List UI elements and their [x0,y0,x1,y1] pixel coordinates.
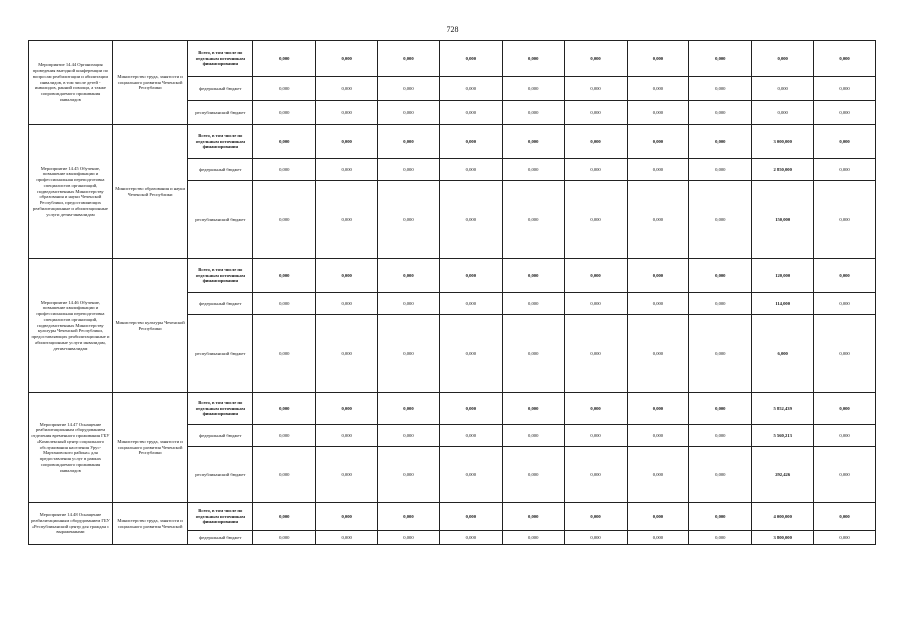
amount-cell: 0,000 [316,315,378,393]
amount-cell: 0,000 [689,447,752,503]
amount-cell: 0,000 [378,41,440,77]
amount-cell: 0,000 [316,503,378,531]
funding-source: федеральный бюджет [188,531,253,545]
measure-executor: Министерство культуры Чеченской Республики [112,259,187,393]
amount-cell: 0,000 [814,77,876,101]
amount-cell: 0,000 [378,259,440,293]
amount-cell: 0,000 [689,425,752,447]
amount-cell: 0,000 [253,101,316,125]
amount-cell: 5 560,213 [752,425,814,447]
amount-cell: 0,000 [253,293,316,315]
amount-cell: 0,000 [439,531,502,545]
amount-cell: 0,000 [627,425,689,447]
amount-cell: 0,000 [316,159,378,181]
amount-cell: 0,000 [502,293,564,315]
amount-cell: 0,000 [627,447,689,503]
amount-cell: 0,000 [752,41,814,77]
amount-cell: 0,000 [316,77,378,101]
amount-cell: 0,000 [502,101,564,125]
amount-cell: 0,000 [814,259,876,293]
amount-cell: 0,000 [439,181,502,259]
amount-cell: 0,000 [502,531,564,545]
table-row [29,125,876,159]
amount-cell: 0,000 [316,125,378,159]
amount-cell: 0,000 [502,77,564,101]
amount-cell: 0,000 [814,531,876,545]
amount-cell: 292,426 [752,447,814,503]
amount-cell: 0,000 [502,181,564,259]
amount-cell: 0,000 [814,41,876,77]
funding-source: республиканский бюджет [188,315,253,393]
measure-title: Мероприятие 14.48 Оснащение реабилитационным оборудованием ГБУ «Республиканский центр для граждан с выраженными [29,503,113,545]
amount-cell: 0,000 [689,77,752,101]
amount-cell: 0,000 [814,293,876,315]
amount-cell: 0,000 [814,425,876,447]
amount-cell: 0,000 [502,125,564,159]
amount-cell: 3 800,000 [752,531,814,545]
funding-source: Всего, в том числе по отдельным источникам финансирования [188,125,253,159]
amount-cell: 0,000 [689,41,752,77]
funding-source: федеральный бюджет [188,293,253,315]
amount-cell: 0,000 [689,293,752,315]
amount-cell: 0,000 [564,293,627,315]
funding-source: Всего, в том числе по отдельным источникам финансирования [188,259,253,293]
amount-cell: 0,000 [253,531,316,545]
funding-source: Всего, в том числе по отдельным источникам финансирования [188,503,253,531]
funding-source: Всего, в том числе по отдельным источникам финансирования [188,41,253,77]
amount-cell: 0,000 [439,77,502,101]
amount-cell: 0,000 [253,77,316,101]
amount-cell: 0,000 [439,393,502,425]
amount-cell: 0,000 [689,531,752,545]
measure-executor: Министерство труда, занятости и социального развития Чеченской Республики [112,393,187,503]
amount-cell: 0,000 [316,531,378,545]
amount-cell: 0,000 [253,393,316,425]
amount-cell: 0,000 [378,503,440,531]
funding-source: федеральный бюджет [188,77,253,101]
amount-cell: 0,000 [564,425,627,447]
amount-cell: 0,000 [253,159,316,181]
amount-cell: 0,000 [316,181,378,259]
amount-cell: 0,000 [378,393,440,425]
amount-cell: 4 000,000 [752,503,814,531]
amount-cell: 114,000 [752,293,814,315]
amount-cell: 0,000 [378,125,440,159]
amount-cell: 0,000 [627,393,689,425]
funding-source: республиканский бюджет [188,447,253,503]
amount-cell: 0,000 [253,259,316,293]
amount-cell: 0,000 [564,315,627,393]
amount-cell: 0,000 [316,425,378,447]
amount-cell: 0,000 [814,125,876,159]
amount-cell: 150,000 [752,181,814,259]
amount-cell: 0,000 [627,125,689,159]
amount-cell: 0,000 [502,315,564,393]
funding-source: Всего, в том числе по отдельным источникам финансирования [188,393,253,425]
amount-cell: 0,000 [253,503,316,531]
measure-title: Мероприятие 14.45 Обучение, повышение квалификации и профессиональная переподготовка специалистов организаций, подведомственных Министерству образования и науки Чеченской Республики, предоставляющих реабилитационные и абилитационные услуги детям-инвалидам [29,125,113,259]
amount-cell: 0,000 [502,447,564,503]
amount-cell: 0,000 [564,125,627,159]
page-number: 728 [446,25,459,34]
amount-cell: 0,000 [253,181,316,259]
amount-cell: 0,000 [752,101,814,125]
amount-cell: 0,000 [316,393,378,425]
amount-cell: 0,000 [689,101,752,125]
amount-cell: 0,000 [564,41,627,77]
amount-cell: 0,000 [439,293,502,315]
amount-cell: 0,000 [253,447,316,503]
amount-cell: 0,000 [689,259,752,293]
amount-cell: 0,000 [439,125,502,159]
amount-cell: 0,000 [253,41,316,77]
amount-cell: 0,000 [627,503,689,531]
amount-cell: 0,000 [316,259,378,293]
measure-title: Мероприятие 14.46 Обучение, повышение квалификации и профессиональная переподготовка специалистов организаций, подведомственных Министерству культуры Чеченской Республики, предоставляющих реабилитационные и абилитационные услуги инвалидам, детям-инвалидам [29,259,113,393]
amount-cell: 0,000 [564,77,627,101]
table-row [29,259,876,293]
amount-cell: 0,000 [253,425,316,447]
amount-cell: 0,000 [564,259,627,293]
amount-cell: 0,000 [439,425,502,447]
amount-cell: 0,000 [378,293,440,315]
amount-cell: 0,000 [378,77,440,101]
amount-cell: 0,000 [814,315,876,393]
budget-table [28,40,876,545]
amount-cell: 0,000 [502,41,564,77]
amount-cell: 0,000 [627,259,689,293]
amount-cell: 0,000 [689,125,752,159]
amount-cell: 0,000 [378,447,440,503]
amount-cell: 0,000 [253,125,316,159]
amount-cell: 0,000 [502,425,564,447]
amount-cell: 0,000 [439,101,502,125]
amount-cell: 0,000 [378,315,440,393]
amount-cell: 0,000 [564,181,627,259]
amount-cell: 0,000 [378,531,440,545]
amount-cell: 120,000 [752,259,814,293]
amount-cell: 0,000 [752,77,814,101]
measure-title: Мероприятие 14.47 Оснащение реабилитационным оборудованием отделения временного проживания ГБУ «Комплексный центр социального обслуживания населения Урус-Мартановского района» для предоставления услуг в рамках сопровождаемого проживания инвалидов [29,393,113,503]
amount-cell: 0,000 [564,503,627,531]
table-row [29,393,876,425]
measure-title: Мероприятие 14.44 Организация проведения выездной конференции по вопросам реабилитации и абилитации инвалидов, в том числе детей - инвалидов, ранний помощи, а также сопровождаемого проживания инвалидов [29,41,113,125]
measure-executor: Министерство труда, занятости и социального развития Чеченской [112,503,187,545]
amount-cell: 0,000 [439,315,502,393]
amount-cell: 0,000 [814,503,876,531]
amount-cell: 0,000 [316,447,378,503]
amount-cell: 0,000 [627,531,689,545]
amount-cell: 0,000 [814,181,876,259]
funding-source: федеральный бюджет [188,425,253,447]
amount-cell: 0,000 [439,159,502,181]
amount-cell: 0,000 [502,503,564,531]
amount-cell: 0,000 [378,181,440,259]
amount-cell: 0,000 [814,159,876,181]
amount-cell: 6,000 [752,315,814,393]
amount-cell: 0,000 [316,41,378,77]
amount-cell: 0,000 [378,101,440,125]
amount-cell: 0,000 [689,393,752,425]
amount-cell: 2 850,000 [752,159,814,181]
measure-executor: Министерство труда, занятости и социального развития Чеченской Республики [112,41,187,125]
amount-cell: 0,000 [378,425,440,447]
amount-cell: 0,000 [627,41,689,77]
amount-cell: 0,000 [564,159,627,181]
amount-cell: 0,000 [627,101,689,125]
table-row [29,503,876,531]
funding-source: республиканский бюджет [188,181,253,259]
amount-cell: 5 852,439 [752,393,814,425]
amount-cell: 0,000 [564,531,627,545]
amount-cell: 0,000 [439,41,502,77]
amount-cell: 0,000 [502,159,564,181]
measure-executor: Министерство образования и науки Чеченской Республики [112,125,187,259]
amount-cell: 0,000 [253,315,316,393]
amount-cell: 0,000 [439,503,502,531]
amount-cell: 0,000 [689,181,752,259]
amount-cell: 0,000 [627,77,689,101]
amount-cell: 0,000 [316,101,378,125]
amount-cell: 0,000 [689,159,752,181]
amount-cell: 0,000 [689,503,752,531]
amount-cell: 0,000 [316,293,378,315]
amount-cell: 0,000 [564,393,627,425]
amount-cell: 0,000 [627,293,689,315]
amount-cell: 3 000,000 [752,125,814,159]
amount-cell: 0,000 [564,447,627,503]
amount-cell: 0,000 [627,315,689,393]
amount-cell: 0,000 [378,159,440,181]
funding-source: федеральный бюджет [188,159,253,181]
amount-cell: 0,000 [689,315,752,393]
amount-cell: 0,000 [439,259,502,293]
table-row [29,41,876,77]
amount-cell: 0,000 [814,447,876,503]
amount-cell: 0,000 [439,447,502,503]
amount-cell: 0,000 [502,259,564,293]
amount-cell: 0,000 [564,101,627,125]
amount-cell: 0,000 [627,181,689,259]
amount-cell: 0,000 [502,393,564,425]
funding-source: республиканский бюджет [188,101,253,125]
amount-cell: 0,000 [814,101,876,125]
amount-cell: 0,000 [814,393,876,425]
amount-cell: 0,000 [627,159,689,181]
